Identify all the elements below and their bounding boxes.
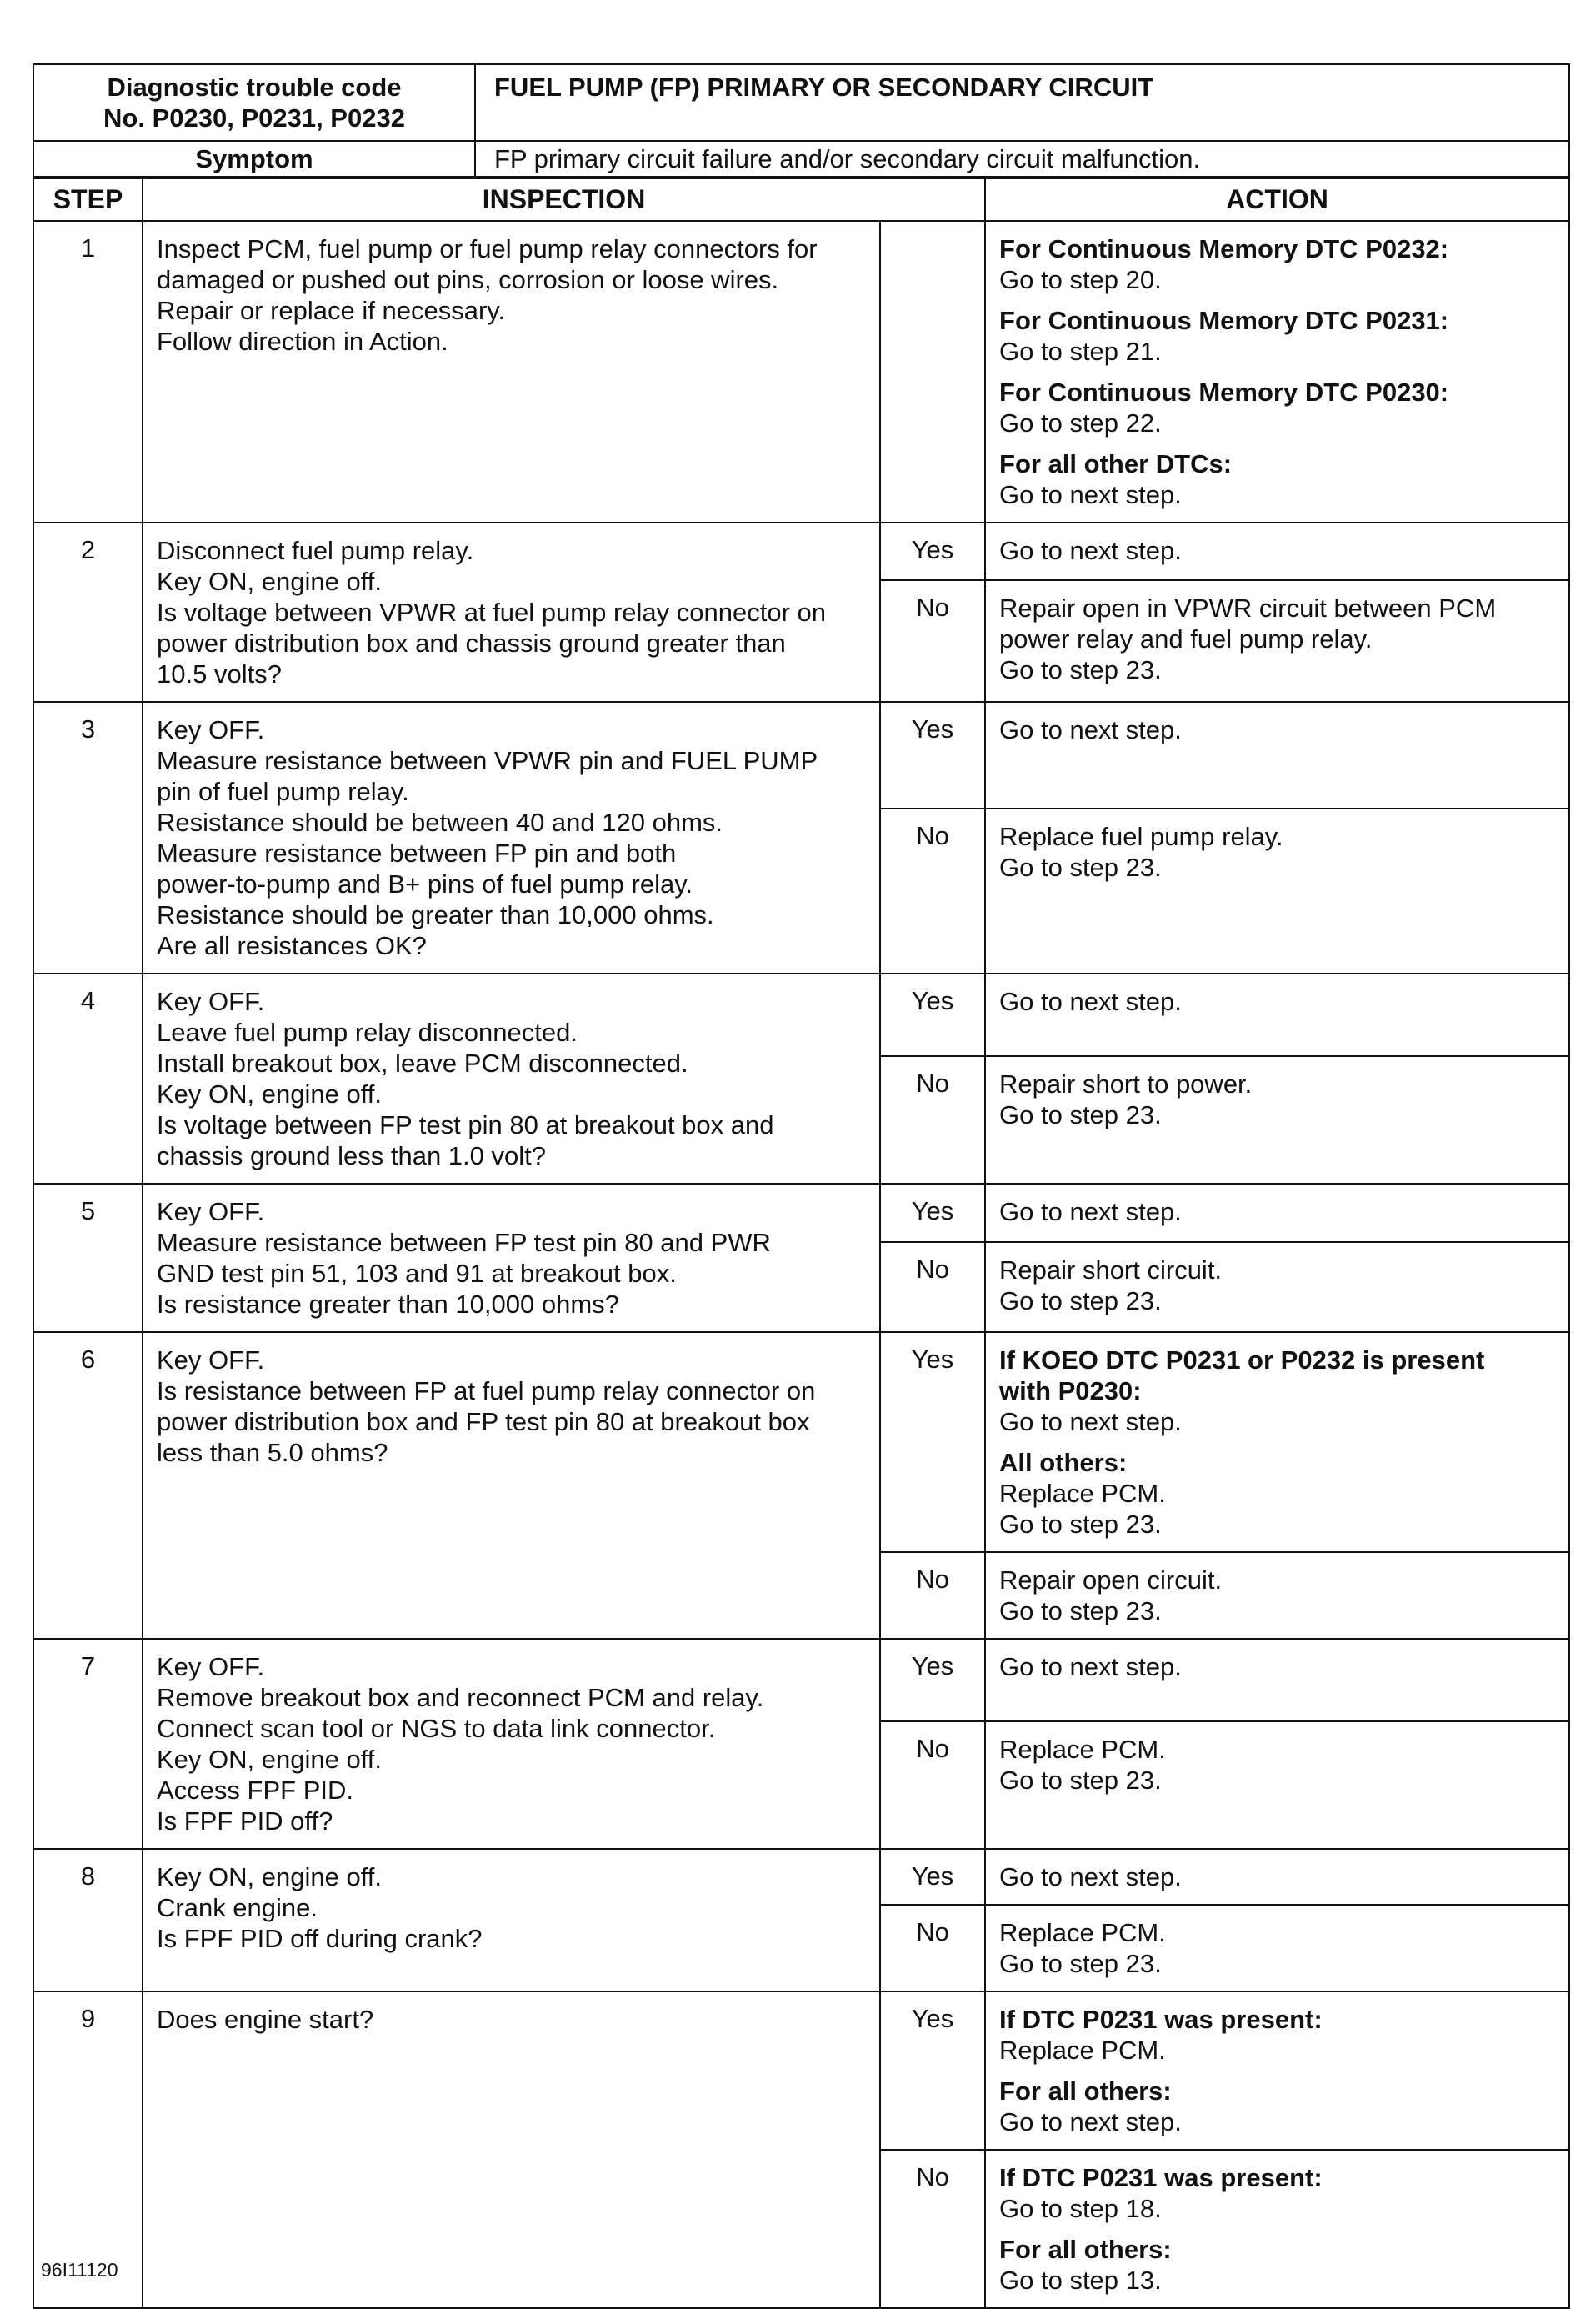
table-row — [33, 523, 1569, 580]
answer-cell: Yes — [880, 523, 985, 580]
action-block — [999, 2234, 1555, 2296]
action-block — [999, 1861, 1555, 1892]
action-text: Go to next step. — [999, 480, 1182, 509]
action-text: Replace PCM. Go to step 23. — [999, 1479, 1166, 1539]
action-text: Go to step 21. — [999, 337, 1162, 366]
action-block — [999, 233, 1555, 295]
answer-cell: No — [880, 2150, 985, 2308]
action-text: Go to step 18. — [999, 2194, 1162, 2223]
table-row — [33, 1991, 1569, 2150]
action-cell — [985, 1849, 1569, 1905]
action-block — [999, 2004, 1555, 2066]
table-row — [33, 702, 1569, 809]
answer-cell: No — [880, 1905, 985, 1991]
action-block — [999, 1917, 1555, 1979]
steps-table — [33, 178, 1570, 2309]
action-block — [999, 1734, 1555, 1796]
action-cell — [985, 974, 1569, 1056]
action-block — [999, 714, 1555, 745]
step-inspection: Key ON, engine off. Crank engine. Is FPF PID off during crank? — [143, 1849, 880, 1991]
action-condition: For all others: — [999, 2076, 1172, 2106]
dtc-label-line1: Diagnostic trouble code — [107, 73, 402, 102]
answer-cell: No — [880, 1242, 985, 1332]
step-inspection: Key OFF. Measure resistance between VPWR pin and FUEL PUMP pin of fuel pump relay. Resistance should be between 40 and 120 ohms. Measure resistance between FP pin and both power-to-pump and B+ pins of fuel pump relay. Resistance should be greater than 10,000 ohms. Are all resistances OK? — [143, 702, 880, 974]
steps-body — [33, 221, 1569, 2308]
answer-cell: Yes — [880, 1639, 985, 1721]
action-text: Go to step 22. — [999, 408, 1162, 438]
action-block — [999, 2162, 1555, 2224]
action-text: Repair short circuit. Go to step 23. — [999, 1255, 1223, 1315]
step-inspection: Key OFF. Leave fuel pump relay disconnected. Install breakout box, leave PCM disconnected. Key ON, engine off. Is voltage between FP test pin 80 at breakout box and chassis ground less than 1.0 volt? — [143, 974, 880, 1184]
column-header-inspection: INSPECTION — [143, 178, 985, 221]
table-row — [33, 1639, 1569, 1721]
action-block — [999, 305, 1555, 367]
action-cell — [985, 1056, 1569, 1184]
answer-cell: No — [880, 1056, 985, 1184]
action-block — [999, 593, 1555, 685]
action-text: Go to next step. — [999, 987, 1182, 1016]
action-cell — [985, 1639, 1569, 1721]
action-text: Repair open in VPWR circuit between PCM power relay and fuel pump relay. Go to step 23. — [999, 594, 1497, 685]
action-block — [999, 2076, 1555, 2137]
dtc-label-line2: No. P0230, P0231, P0232 — [103, 103, 405, 133]
step-inspection: Key OFF. Remove breakout box and reconnect PCM and relay. Connect scan tool or NGS to data link connector. Key ON, engine off. Access FPF PID. Is FPF PID off? — [143, 1639, 880, 1849]
action-cell — [985, 1552, 1569, 1639]
step-number: 1 — [33, 221, 143, 523]
action-cell — [985, 809, 1569, 974]
table-row — [33, 1184, 1569, 1242]
step-number: 8 — [33, 1849, 143, 1991]
action-block — [999, 1565, 1555, 1626]
step-number: 5 — [33, 1184, 143, 1332]
step-inspection: Disconnect fuel pump relay. Key ON, engine off. Is voltage between VPWR at fuel pump relay connector on power distribution box and chassis ground greater than 10.5 volts? — [143, 523, 880, 702]
action-block — [999, 1447, 1555, 1540]
answer-cell: Yes — [880, 974, 985, 1056]
step-inspection: Inspect PCM, fuel pump or fuel pump relay connectors for damaged or pushed out pins, corrosion or loose wires. Repair or replace if necessary. Follow direction in Action. — [143, 221, 880, 523]
action-cell — [985, 2150, 1569, 2308]
action-block — [999, 377, 1555, 438]
action-text: Replace fuel pump relay. Go to step 23. — [999, 821, 1283, 882]
answer-cell: No — [880, 1721, 985, 1849]
action-condition: For all other DTCs: — [999, 449, 1233, 478]
step-number: 4 — [33, 974, 143, 1184]
column-header-action: ACTION — [985, 178, 1569, 221]
step-inspection: Key OFF. Measure resistance between FP test pin 80 and PWR GND test pin 51, 103 and 91 at breakout box. Is resistance greater than 10,000 ohms? — [143, 1184, 880, 1332]
figure-code: 96I11120 — [41, 2259, 118, 2281]
answer-cell: Yes — [880, 1332, 985, 1552]
action-block — [999, 1196, 1555, 1227]
action-block — [999, 986, 1555, 1017]
column-header-step: STEP — [33, 178, 143, 221]
action-cell — [985, 1242, 1569, 1332]
diagnostic-sheet — [33, 63, 1568, 2309]
action-text: Repair short to power. Go to step 23. — [999, 1069, 1253, 1129]
step-number: 3 — [33, 702, 143, 974]
action-condition: If KOEO DTC P0231 or P0232 is present with P0230: — [999, 1345, 1485, 1405]
action-condition: For Continuous Memory DTC P0231: — [999, 306, 1449, 335]
action-block — [999, 448, 1555, 510]
action-text: Go to next step. — [999, 2107, 1182, 2136]
step-inspection: Does engine start? — [143, 1991, 880, 2308]
step-number: 6 — [33, 1332, 143, 1639]
answer-cell: Yes — [880, 702, 985, 809]
symptom-label: Symptom — [33, 141, 475, 177]
table-row — [33, 221, 1569, 523]
answer-cell: Yes — [880, 1991, 985, 2150]
dtc-header-table — [33, 63, 1570, 178]
step-number: 2 — [33, 523, 143, 702]
answer-cell: No — [880, 1552, 985, 1639]
answer-cell — [880, 221, 985, 523]
step-number: 7 — [33, 1639, 143, 1849]
action-block — [999, 535, 1555, 566]
action-text: Go to next step. — [999, 1862, 1182, 1891]
action-condition: For Continuous Memory DTC P0232: — [999, 234, 1449, 263]
action-cell — [985, 1184, 1569, 1242]
action-condition: If DTC P0231 was present: — [999, 2005, 1323, 2034]
action-text: Go to step 13. — [999, 2266, 1162, 2295]
action-cell — [985, 1905, 1569, 1991]
action-cell — [985, 523, 1569, 580]
action-text: Go to next step. — [999, 1407, 1182, 1436]
answer-cell: Yes — [880, 1849, 985, 1905]
action-condition: All others: — [999, 1448, 1128, 1477]
action-condition: If DTC P0231 was present: — [999, 2163, 1323, 2192]
action-condition: For all others: — [999, 2235, 1172, 2264]
action-text: Go to next step. — [999, 1197, 1182, 1226]
action-text: Replace PCM. Go to step 23. — [999, 1918, 1166, 1978]
symptom-text: FP primary circuit failure and/or secondary circuit malfunction. — [475, 141, 1569, 177]
answer-cell: No — [880, 580, 985, 702]
step-number: 9 — [33, 1991, 143, 2308]
action-block — [999, 1069, 1555, 1130]
action-text: Go to step 20. — [999, 265, 1162, 294]
answer-cell: No — [880, 809, 985, 974]
action-cell — [985, 580, 1569, 702]
action-text: Go to next step. — [999, 536, 1182, 565]
action-text: Go to next step. — [999, 715, 1182, 744]
step-inspection: Key OFF. Is resistance between FP at fuel pump relay connector on power distribution box and FP test pin 80 at breakout box less than 5.0 ohms? — [143, 1332, 880, 1639]
action-cell — [985, 702, 1569, 809]
action-cell — [985, 1991, 1569, 2150]
dtc-label — [33, 64, 475, 141]
action-text: Replace PCM. Go to step 23. — [999, 1734, 1166, 1795]
table-row — [33, 1332, 1569, 1552]
action-text: Replace PCM. — [999, 2036, 1166, 2065]
action-cell — [985, 1721, 1569, 1849]
action-block — [999, 1345, 1555, 1437]
answer-cell: Yes — [880, 1184, 985, 1242]
dtc-title: FUEL PUMP (FP) PRIMARY OR SECONDARY CIRCUIT — [475, 64, 1569, 141]
action-block — [999, 821, 1555, 883]
action-cell — [985, 1332, 1569, 1552]
table-row — [33, 1849, 1569, 1905]
action-text: Go to next step. — [999, 1652, 1182, 1681]
action-cell — [985, 221, 1569, 523]
table-row — [33, 974, 1569, 1056]
action-block — [999, 1651, 1555, 1682]
action-block — [999, 1255, 1555, 1316]
action-condition: For Continuous Memory DTC P0230: — [999, 378, 1449, 407]
action-text: Repair open circuit. Go to step 23. — [999, 1565, 1223, 1625]
